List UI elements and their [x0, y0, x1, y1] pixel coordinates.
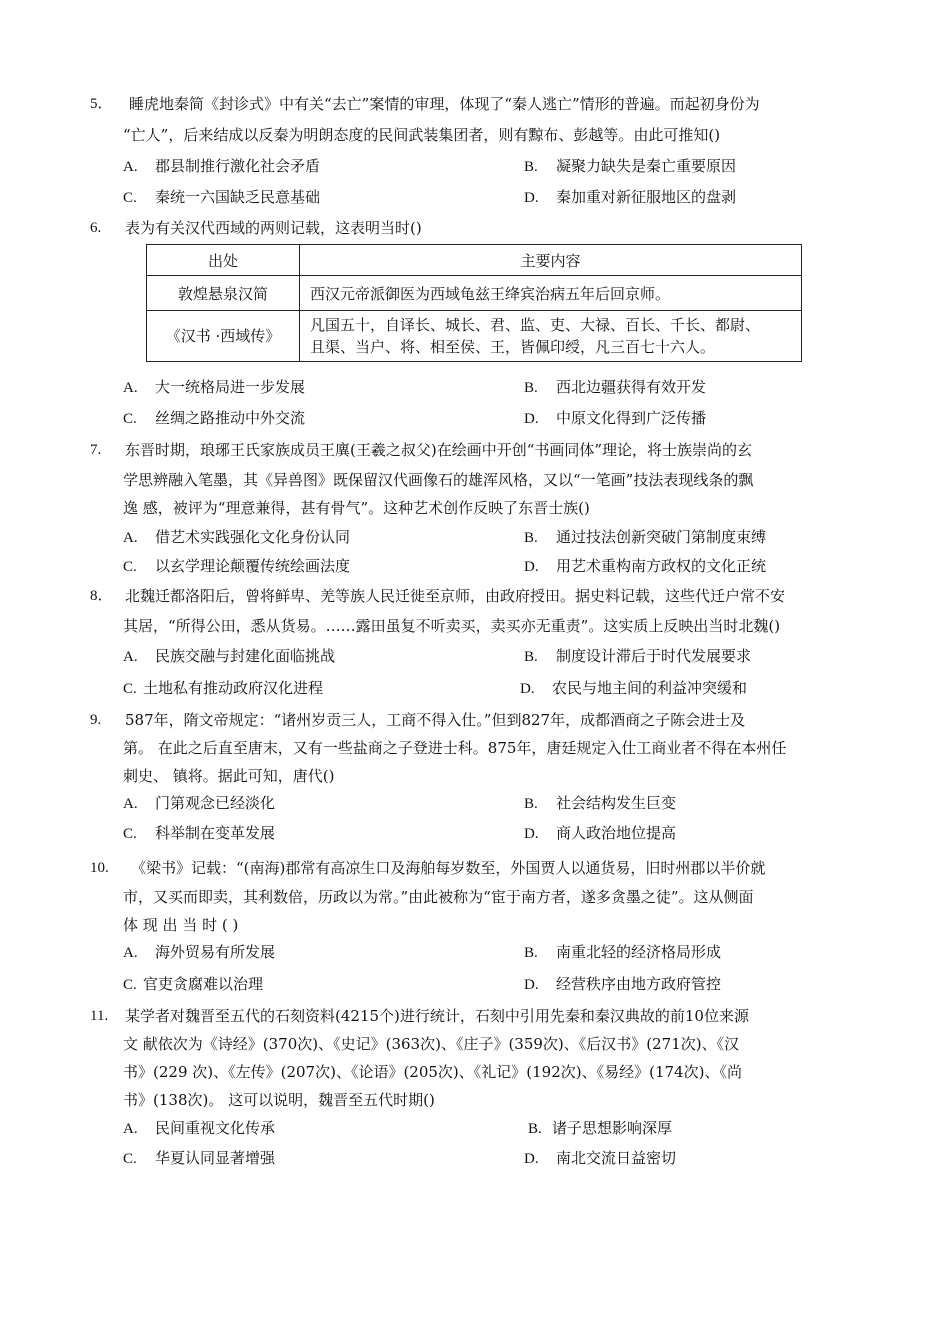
option-letter: C.	[123, 190, 137, 206]
option-b[interactable]	[524, 377, 706, 398]
option-b[interactable]	[524, 646, 751, 667]
option-d[interactable]	[524, 823, 676, 844]
option-text: 南北交流日益密切	[556, 1149, 677, 1167]
option-letter: B.	[528, 1121, 542, 1137]
option-text: 制度设计滞后于时代发展要求	[556, 647, 752, 665]
table-cell-source: 《汉书 ·西域传》	[147, 311, 300, 362]
option-letter: A.	[123, 649, 138, 665]
option-letter: D.	[524, 977, 539, 993]
option-d[interactable]	[524, 187, 736, 208]
option-b[interactable]	[524, 527, 766, 548]
option-letter: A.	[123, 796, 138, 812]
source-table	[146, 244, 802, 362]
option-text: 诸子思想影响深厚	[552, 1119, 673, 1137]
question-stem-line: “亡人”，后来结成以反秦为明朗态度的民间武装集团者，则有黥布、彭越等。由此可推知()	[123, 126, 721, 144]
option-letter: D.	[524, 1151, 539, 1167]
question-stem-line: 其居，“所得公田，悉从货易。……露田虽复不听卖买，卖买亦无重责”。这实质上反映出当时北魏()	[123, 617, 781, 635]
option-a[interactable]	[123, 527, 350, 548]
table-row	[147, 276, 802, 311]
option-letter: D.	[524, 411, 539, 427]
question-stem-line: 587年，隋文帝规定：“诸州岁贡三人，工商不得入仕。”但到827年，成都酒商之子陈会进士及	[125, 711, 746, 729]
option-letter: C.	[123, 411, 137, 427]
option-a[interactable]	[123, 1118, 275, 1139]
option-c[interactable]	[123, 556, 350, 577]
question-number: 11.	[90, 1008, 109, 1024]
option-text: 凝聚力缺失是秦亡重要原因	[556, 157, 737, 175]
option-text: 科举制在变革发展	[155, 824, 276, 842]
option-d[interactable]	[524, 408, 706, 429]
option-letter: B.	[524, 530, 538, 546]
option-a[interactable]	[123, 156, 320, 177]
option-text: 土地私有推动政府汉化进程	[143, 679, 324, 697]
table-cell-content	[300, 311, 802, 362]
option-a[interactable]	[123, 793, 275, 814]
option-a[interactable]	[123, 377, 305, 398]
option-c[interactable]	[123, 974, 263, 995]
question-stem-line: 刺史、 镇将。据此可知，唐代()	[123, 767, 335, 785]
table-cell-line: 且渠、当户、将、相至侯、王，皆佩印绶，凡三百七十六人。	[310, 338, 716, 356]
option-text: 郡县制推行激化社会矛盾	[155, 157, 321, 175]
question-stem-line: 《梁书》记载：“(南海)郡常有高凉生口及海舶每岁数至，外国贾人以通货易，旧时州郡以半价就	[131, 859, 766, 877]
option-b[interactable]	[528, 1118, 672, 1139]
option-letter: B.	[524, 945, 538, 961]
option-text: 民族交融与封建化面临挑战	[155, 647, 336, 665]
option-text: 经营秩序由地方政府管控	[556, 975, 722, 993]
question-stem-line: 第。 在此之后直至唐末，又有一些盐商之子登进士科。875年，唐廷规定入仕工商业者不得在本州任	[123, 739, 787, 757]
option-letter: D.	[524, 826, 539, 842]
option-b[interactable]	[524, 793, 676, 814]
question-stem-line: 学思辨融入笔墨，其《异兽图》既保留汉代画像石的雄浑风格，又以“一笔画”技法表现线条的飘	[123, 471, 754, 489]
option-text: 华夏认同显著增强	[155, 1149, 276, 1167]
option-letter: B.	[524, 380, 538, 396]
table-cell-source: 敦煌悬泉汉简	[147, 276, 300, 311]
option-text: 秦统一六国缺乏民意基础	[155, 188, 321, 206]
option-d[interactable]	[524, 1148, 676, 1169]
option-letter: A.	[123, 530, 138, 546]
option-letter: A.	[123, 1121, 138, 1137]
option-c[interactable]	[123, 408, 305, 429]
option-letter: C.	[123, 681, 137, 697]
option-b[interactable]	[524, 156, 736, 177]
question-number: 7.	[90, 442, 102, 458]
option-letter: C.	[123, 977, 137, 993]
question-stem-line: 北魏迁都洛阳后，曾将鲜卑、羌等族人民迁徙至京师，由政府授田。据史料记载，这些代迁户常不安	[125, 587, 786, 605]
option-text: 民间重视文化传承	[155, 1119, 276, 1137]
question-stem-line: 体 现 出 当 时 ( )	[123, 916, 239, 934]
question-number: 6.	[90, 220, 102, 236]
option-letter: D.	[520, 681, 535, 697]
table-cell-content: 西汉元帝派御医为西域龟兹王绛宾治病五年后回京师。	[300, 276, 802, 311]
question-stem-line: 某学者对魏晋至五代的石刻资料(4215个)进行统计，石刻中引用先秦和秦汉典故的前10位来源	[125, 1007, 749, 1025]
option-letter: C.	[123, 826, 137, 842]
option-letter: C.	[123, 1151, 137, 1167]
option-text: 丝绸之路推动中外交流	[155, 409, 306, 427]
table-row	[147, 311, 802, 362]
option-text: 大一统格局进一步发展	[155, 378, 306, 396]
option-text: 门第观念已经淡化	[155, 794, 276, 812]
option-text: 农民与地主间的利益冲突缓和	[552, 679, 748, 697]
question-stem-line: 文 献依次为《诗经》(370次)、《史记》(363次)、《庄子》(359次)、《后汉书》(271次)、《汉	[123, 1035, 740, 1053]
option-a[interactable]	[123, 646, 335, 667]
option-a[interactable]	[123, 942, 275, 963]
option-text: 秦加重对新征服地区的盘剥	[556, 188, 737, 206]
question-number: 10.	[90, 860, 109, 876]
option-letter: A.	[123, 380, 138, 396]
question-number: 5．	[90, 96, 113, 112]
question-stem-line: 书》(138次)。 这可以说明，魏晋至五代时期()	[123, 1091, 435, 1109]
option-d[interactable]	[520, 678, 747, 699]
table-cell-line: 凡国五十，自译长、城长、君、监、吏、大禄、百长、千长、都尉、	[310, 316, 761, 334]
question-stem-line: 市，又买而即卖，其利数倍，历政以为常。”由此被称为“宦于南方者，遂多贪墨之徒”。这从侧面	[123, 888, 754, 906]
option-letter: D.	[524, 190, 539, 206]
option-letter: C.	[123, 559, 137, 575]
option-letter: D.	[524, 559, 539, 575]
option-text: 通过技法创新突破门第制度束缚	[556, 528, 767, 546]
option-letter: A.	[123, 945, 138, 961]
option-b[interactable]	[524, 942, 721, 963]
option-letter: A.	[123, 159, 138, 175]
option-d[interactable]	[524, 556, 766, 577]
option-c[interactable]	[123, 1148, 275, 1169]
option-letter: B.	[524, 649, 538, 665]
option-text: 南重北轻的经济格局形成	[556, 943, 722, 961]
option-c[interactable]	[123, 187, 320, 208]
table-header-row	[147, 245, 802, 276]
option-text: 海外贸易有所发展	[155, 943, 276, 961]
option-text: 官吏贪腐难以治理	[143, 975, 264, 993]
option-text: 商人政治地位提高	[556, 824, 677, 842]
option-text: 以玄学理论颠覆传统绘画法度	[155, 557, 351, 575]
option-letter: B.	[524, 796, 538, 812]
option-text: 中原文化得到广泛传播	[556, 409, 707, 427]
question-stem-line: 睡虎地秦简《封诊式》中有关“去亡”案情的审理，体现了“秦人逃亡”情形的普遍。而起初身份为	[129, 95, 760, 113]
question-stem-line: 东晋时期，琅琊王氏家族成员王廙(王羲之叔父)在绘画中开创“书画同体”理论，将士族崇尚的玄	[125, 441, 753, 459]
option-text: 借艺术实践强化文化身份认同	[155, 528, 351, 546]
question-stem-line: 逸 感，被评为“理意兼得，甚有骨气”。这种艺术创作反映了东晋士族()	[123, 499, 590, 517]
table-header: 出处	[147, 245, 300, 276]
option-c[interactable]	[123, 823, 275, 844]
option-c[interactable]	[123, 678, 323, 699]
option-text: 用艺术重构南方政权的文化正统	[556, 557, 767, 575]
question-number: 9.	[90, 712, 102, 728]
option-text: 社会结构发生巨变	[556, 794, 677, 812]
option-letter: B.	[524, 159, 538, 175]
option-d[interactable]	[524, 974, 721, 995]
question-stem-line: 书》(229 次)、《左传》(207次)、《论语》(205次)、《礼记》(192次)、《易经》(174次)、《尚	[123, 1063, 742, 1081]
question-stem-line: 表为有关汉代西域的两则记载，这表明当时()	[125, 219, 422, 237]
table-header: 主要内容	[300, 245, 802, 276]
option-text: 西北边疆获得有效开发	[556, 378, 707, 396]
question-number: 8．	[90, 588, 113, 604]
